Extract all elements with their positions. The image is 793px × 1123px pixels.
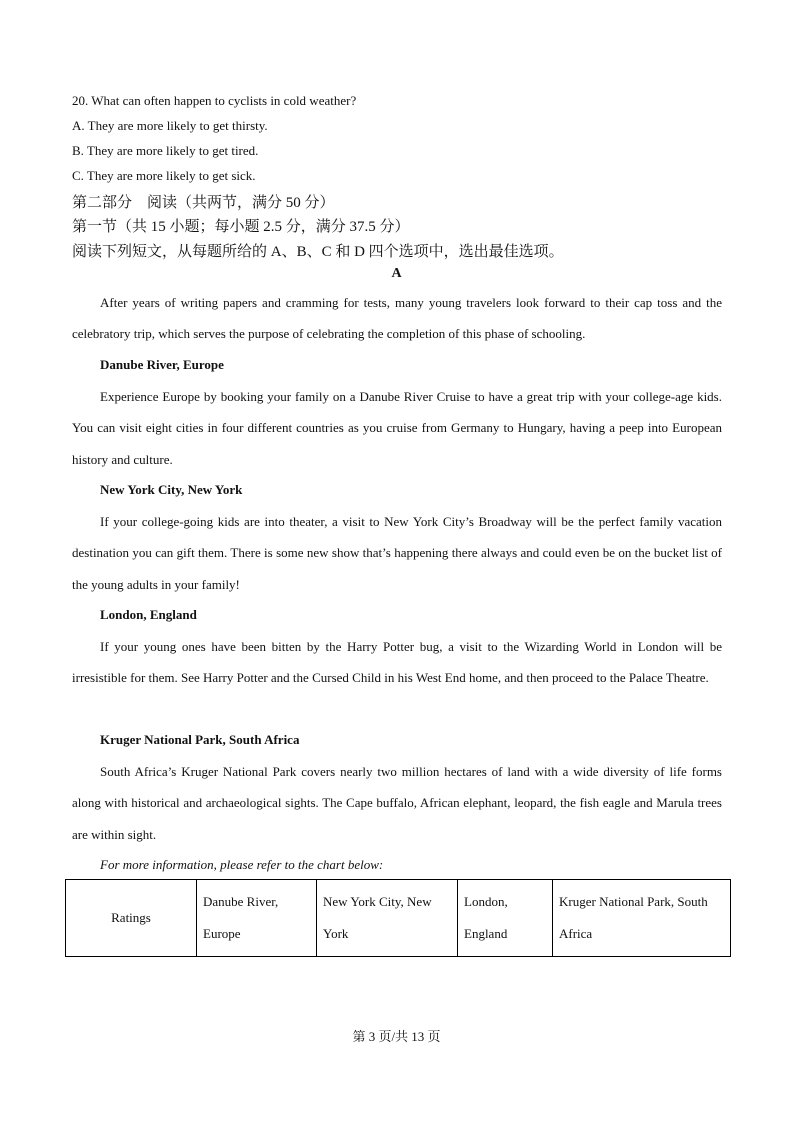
destination-title: London, England — [100, 607, 197, 622]
destination-paragraph: If your young ones have been bitten by the Harry Potter bug, a visit to the Wizarding World in London will be irresistible for them. See Harry Potter and the Cursed Child in his West End home, and then proceed to the Palace Theatre. — [72, 639, 722, 686]
question-stem: 20. What can often happen to cyclists in cold weather? — [72, 93, 357, 108]
ratings-table — [65, 879, 731, 957]
page-footer: 第 3 页/共 13 页 — [352, 1029, 441, 1044]
table-row — [66, 880, 731, 957]
option-b: B. They are more likely to get tired. — [72, 143, 259, 158]
instruction: 阅读下列短文，从每题所给的 A、B、C 和 D 四个选项中，选出最佳选项。 — [72, 244, 564, 260]
destination-title: New York City, New York — [100, 482, 243, 497]
destination-paragraph: If your college-going kids are into theater, a visit to New York City’s Broadway will be the perfect family vacation destination you can gift them. There is some new show that’s happening there always and could even be on the bucket list of the young adults in your family! — [72, 514, 722, 592]
table-cell: London, England — [458, 880, 553, 957]
chart-note: For more information, please refer to the chart below: — [100, 857, 384, 872]
intro-paragraph: After years of writing papers and cramming for tests, many young travelers look forward to their cap toss and the celebratory trip, which serves the purpose of celebrating the completion of this phase of schooling. — [72, 295, 722, 342]
destination-title: Kruger National Park, South Africa — [100, 732, 300, 747]
option-a: A. They are more likely to get thirsty. — [72, 118, 268, 133]
destination-title: Danube River, Europe — [100, 357, 224, 372]
destination-paragraph: South Africa’s Kruger National Park covers nearly two million hectares of land with a wide diversity of life forms along with historical and archaeological sights. The Cape buffalo, African elephant, leopard, the fish eagle and Marula trees are within sight. — [72, 764, 722, 842]
subsection-title: 第一节（共 15 小题；每小题 2.5 分，满分 37.5 分） — [72, 219, 410, 235]
passage-label: A — [391, 266, 402, 281]
table-cell: Kruger National Park, South Africa — [553, 880, 731, 957]
destination-paragraph: Experience Europe by booking your family on a Danube River Cruise to have a great trip with your college-age kids. You can visit eight cities in four different countries as you cruise from Germany to Hungary, having a peep into European history and culture. — [72, 389, 722, 467]
table-cell: Danube River, Europe — [197, 880, 317, 957]
part-title: 第二部分 阅读（共两节，满分 50 分） — [72, 195, 335, 211]
option-c: C. They are more likely to get sick. — [72, 168, 256, 183]
table-cell: Ratings — [66, 880, 197, 957]
table-cell: New York City, New York — [317, 880, 458, 957]
